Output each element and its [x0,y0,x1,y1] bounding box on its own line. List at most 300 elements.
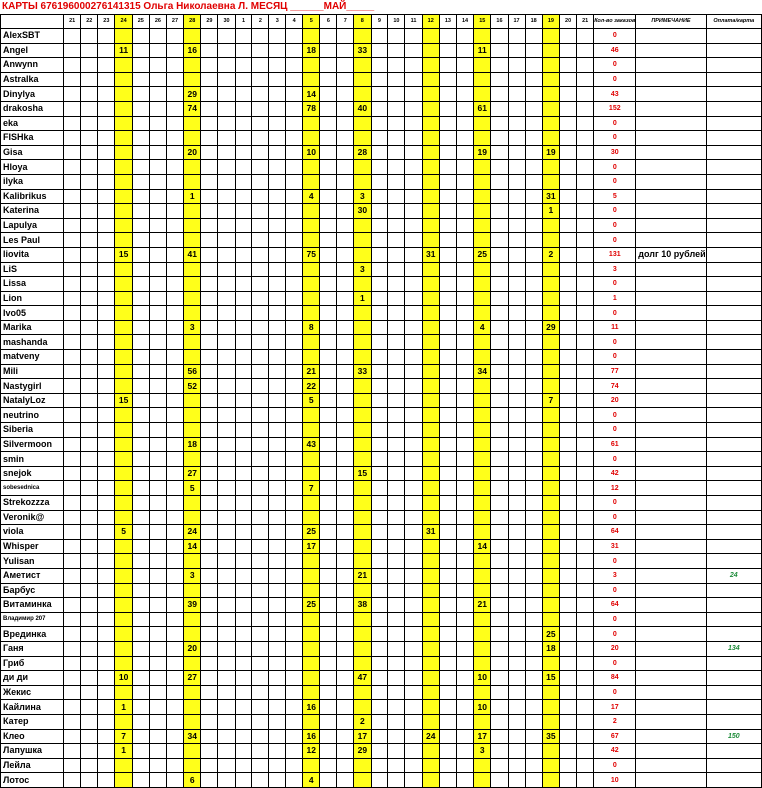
day-cell[interactable] [508,306,525,321]
day-cell[interactable] [252,496,269,511]
day-cell[interactable] [542,510,559,525]
day-cell[interactable]: 3 [184,568,201,583]
day-cell[interactable] [354,306,371,321]
day-cell[interactable] [439,277,456,292]
day-cell[interactable] [388,262,405,277]
payment-cell[interactable] [706,233,761,248]
day-cell[interactable] [166,758,183,773]
day-cell[interactable] [439,72,456,87]
day-cell[interactable] [422,116,439,131]
day-cell[interactable] [303,612,320,627]
day-cell[interactable] [149,58,166,73]
day-cell[interactable] [371,43,388,58]
day-cell[interactable] [286,744,303,759]
day-cell[interactable] [474,58,491,73]
day-cell[interactable] [98,277,115,292]
day-cell[interactable] [525,262,542,277]
day-cell[interactable] [269,729,286,744]
note-cell[interactable] [636,160,706,175]
day-cell[interactable] [320,379,337,394]
day-cell[interactable] [508,364,525,379]
day-cell[interactable] [525,218,542,233]
payment-cell[interactable] [706,612,761,627]
day-cell[interactable] [269,29,286,44]
day-cell[interactable] [508,583,525,598]
day-cell[interactable] [337,87,354,102]
day-cell[interactable] [184,612,201,627]
payment-cell[interactable] [706,452,761,467]
day-cell[interactable] [491,481,508,496]
day-cell[interactable] [132,160,149,175]
payment-cell[interactable] [706,481,761,496]
day-cell[interactable] [439,29,456,44]
day-cell[interactable] [235,510,252,525]
day-cell[interactable]: 17 [303,539,320,554]
day-cell[interactable] [491,218,508,233]
day-cell[interactable] [201,583,218,598]
day-cell[interactable] [303,423,320,438]
payment-cell[interactable] [706,320,761,335]
day-cell[interactable] [218,481,235,496]
day-cell[interactable] [422,423,439,438]
day-cell[interactable] [201,466,218,481]
day-cell[interactable] [405,145,422,160]
day-cell[interactable]: 17 [354,729,371,744]
day-cell[interactable] [269,291,286,306]
day-cell[interactable] [184,627,201,642]
day-cell[interactable] [320,583,337,598]
day-cell[interactable]: 30 [354,204,371,219]
day-cell[interactable]: 18 [303,43,320,58]
day-cell[interactable] [201,247,218,262]
day-cell[interactable] [422,364,439,379]
day-cell[interactable] [405,393,422,408]
day-cell[interactable] [508,452,525,467]
day-cell[interactable] [218,262,235,277]
day-cell[interactable] [560,379,577,394]
payment-cell[interactable] [706,204,761,219]
day-cell[interactable] [269,583,286,598]
day-cell[interactable] [269,262,286,277]
day-cell[interactable] [542,758,559,773]
day-cell[interactable] [577,233,594,248]
day-cell[interactable] [337,627,354,642]
day-cell[interactable] [149,598,166,613]
payment-cell[interactable] [706,145,761,160]
day-cell[interactable]: 19 [542,145,559,160]
day-cell[interactable] [388,160,405,175]
day-cell[interactable] [235,744,252,759]
day-cell[interactable] [456,466,473,481]
day-cell[interactable] [201,29,218,44]
day-cell[interactable] [508,466,525,481]
day-cell[interactable] [218,423,235,438]
day-cell[interactable] [166,685,183,700]
day-cell[interactable]: 15 [542,671,559,686]
day-cell[interactable] [320,758,337,773]
day-cell[interactable] [525,568,542,583]
day-cell[interactable] [508,145,525,160]
day-cell[interactable] [525,554,542,569]
day-cell[interactable] [371,189,388,204]
day-cell[interactable] [149,656,166,671]
day-cell[interactable] [132,627,149,642]
day-cell[interactable] [286,43,303,58]
day-cell[interactable] [491,262,508,277]
day-cell[interactable] [286,233,303,248]
day-cell[interactable] [337,744,354,759]
day-cell[interactable] [235,29,252,44]
day-cell[interactable] [577,554,594,569]
day-cell[interactable] [166,233,183,248]
payment-cell[interactable] [706,174,761,189]
day-cell[interactable] [269,393,286,408]
day-cell[interactable] [98,116,115,131]
day-cell[interactable] [320,204,337,219]
customer-name[interactable]: Лейла [1,758,64,773]
day-cell[interactable] [508,262,525,277]
day-cell[interactable] [115,685,132,700]
day-cell[interactable] [98,408,115,423]
day-cell[interactable] [115,174,132,189]
day-cell[interactable] [269,320,286,335]
day-cell[interactable] [405,174,422,189]
day-cell[interactable] [115,29,132,44]
day-cell[interactable] [439,525,456,540]
day-cell[interactable] [286,525,303,540]
day-cell[interactable]: 16 [303,700,320,715]
day-cell[interactable] [269,233,286,248]
day-cell[interactable] [235,87,252,102]
day-cell[interactable] [286,262,303,277]
day-cell[interactable] [166,218,183,233]
day-cell[interactable] [320,364,337,379]
day-cell[interactable] [64,539,81,554]
day-cell[interactable] [474,568,491,583]
day-cell[interactable] [456,189,473,204]
day-cell[interactable] [422,685,439,700]
day-cell[interactable] [354,393,371,408]
day-cell[interactable] [303,218,320,233]
day-cell[interactable] [405,291,422,306]
day-cell[interactable] [456,568,473,583]
day-cell[interactable] [81,641,98,656]
day-cell[interactable] [201,729,218,744]
day-cell[interactable] [269,87,286,102]
day-cell[interactable] [560,408,577,423]
day-cell[interactable] [81,277,98,292]
day-cell[interactable] [422,101,439,116]
payment-cell[interactable] [706,496,761,511]
day-cell[interactable] [252,554,269,569]
day-cell[interactable] [371,306,388,321]
day-cell[interactable] [560,262,577,277]
day-cell[interactable] [235,43,252,58]
day-cell[interactable] [218,466,235,481]
day-cell[interactable] [388,291,405,306]
day-cell[interactable] [388,277,405,292]
day-cell[interactable] [269,364,286,379]
day-cell[interactable] [439,174,456,189]
day-cell[interactable] [218,58,235,73]
day-cell[interactable] [235,612,252,627]
day-cell[interactable] [422,744,439,759]
day-cell[interactable] [235,554,252,569]
day-cell[interactable] [132,437,149,452]
day-cell[interactable] [474,554,491,569]
day-cell[interactable] [166,408,183,423]
day-cell[interactable] [149,408,166,423]
day-cell[interactable] [303,116,320,131]
day-cell[interactable] [439,598,456,613]
day-cell[interactable] [252,758,269,773]
day-cell[interactable] [405,320,422,335]
day-cell[interactable] [388,641,405,656]
day-cell[interactable] [320,773,337,788]
day-cell[interactable] [525,306,542,321]
payment-cell[interactable] [706,758,761,773]
day-cell[interactable] [303,554,320,569]
day-cell[interactable] [184,714,201,729]
day-cell[interactable] [286,29,303,44]
day-cell[interactable] [166,160,183,175]
day-cell[interactable] [525,320,542,335]
payment-cell[interactable] [706,29,761,44]
day-cell[interactable] [388,773,405,788]
day-cell[interactable] [235,671,252,686]
day-cell[interactable] [354,612,371,627]
note-cell[interactable] [636,131,706,146]
day-cell[interactable]: 16 [184,43,201,58]
day-cell[interactable] [371,160,388,175]
payment-cell[interactable] [706,554,761,569]
day-cell[interactable] [439,218,456,233]
day-cell[interactable] [337,306,354,321]
day-cell[interactable] [201,145,218,160]
day-cell[interactable] [491,233,508,248]
day-cell[interactable] [354,452,371,467]
day-cell[interactable] [577,700,594,715]
note-cell[interactable] [636,320,706,335]
day-cell[interactable] [337,131,354,146]
day-cell[interactable] [405,510,422,525]
day-cell[interactable] [269,247,286,262]
day-cell[interactable] [64,160,81,175]
day-cell[interactable] [491,671,508,686]
day-cell[interactable] [577,627,594,642]
day-cell[interactable] [577,335,594,350]
day-cell[interactable] [286,568,303,583]
day-cell[interactable] [439,773,456,788]
day-cell[interactable] [252,671,269,686]
day-cell[interactable] [371,700,388,715]
day-cell[interactable] [166,350,183,365]
day-cell[interactable] [560,189,577,204]
day-cell[interactable] [388,218,405,233]
day-cell[interactable] [371,174,388,189]
day-cell[interactable] [64,466,81,481]
day-cell[interactable] [354,437,371,452]
day-cell[interactable] [388,758,405,773]
day-cell[interactable] [560,58,577,73]
day-cell[interactable] [81,714,98,729]
day-cell[interactable] [98,539,115,554]
day-cell[interactable] [388,656,405,671]
day-cell[interactable] [81,729,98,744]
customer-name[interactable]: ilyka [1,174,64,189]
day-cell[interactable] [149,568,166,583]
day-cell[interactable] [132,189,149,204]
day-cell[interactable] [371,583,388,598]
day-cell[interactable] [474,481,491,496]
day-cell[interactable] [320,744,337,759]
day-cell[interactable] [371,598,388,613]
day-cell[interactable] [235,291,252,306]
note-cell[interactable] [636,335,706,350]
day-cell[interactable] [388,43,405,58]
day-cell[interactable] [577,320,594,335]
day-cell[interactable] [371,612,388,627]
day-cell[interactable] [149,744,166,759]
day-cell[interactable]: 52 [184,379,201,394]
day-cell[interactable] [218,583,235,598]
day-cell[interactable] [542,379,559,394]
payment-cell[interactable] [706,131,761,146]
day-cell[interactable] [508,29,525,44]
day-cell[interactable] [405,714,422,729]
day-cell[interactable] [166,729,183,744]
day-cell[interactable] [525,174,542,189]
day-cell[interactable]: 78 [303,101,320,116]
day-cell[interactable] [115,160,132,175]
day-cell[interactable] [132,335,149,350]
customer-name[interactable]: Жекис [1,685,64,700]
day-cell[interactable]: 1 [115,744,132,759]
day-cell[interactable] [456,612,473,627]
day-cell[interactable] [371,335,388,350]
day-cell[interactable] [81,131,98,146]
day-cell[interactable] [201,641,218,656]
day-cell[interactable] [166,568,183,583]
day-cell[interactable] [422,627,439,642]
day-cell[interactable] [491,568,508,583]
day-cell[interactable] [491,744,508,759]
day-cell[interactable] [201,87,218,102]
day-cell[interactable] [235,568,252,583]
day-cell[interactable] [269,496,286,511]
day-cell[interactable] [371,437,388,452]
day-cell[interactable] [149,218,166,233]
day-cell[interactable] [405,379,422,394]
day-cell[interactable] [201,174,218,189]
day-cell[interactable] [405,700,422,715]
note-cell[interactable] [636,393,706,408]
day-cell[interactable] [252,204,269,219]
day-cell[interactable] [371,379,388,394]
day-cell[interactable]: 1 [184,189,201,204]
day-cell[interactable]: 35 [542,729,559,744]
payment-cell[interactable] [706,160,761,175]
day-cell[interactable] [184,656,201,671]
day-cell[interactable] [132,291,149,306]
day-cell[interactable]: 17 [474,729,491,744]
day-cell[interactable] [320,437,337,452]
day-cell[interactable] [98,510,115,525]
day-cell[interactable] [166,364,183,379]
day-cell[interactable] [388,466,405,481]
day-cell[interactable] [354,408,371,423]
customer-name[interactable]: Veronik@ [1,510,64,525]
day-cell[interactable] [269,612,286,627]
day-cell[interactable] [560,641,577,656]
day-cell[interactable] [252,335,269,350]
day-cell[interactable] [388,408,405,423]
day-cell[interactable] [456,656,473,671]
day-cell[interactable] [184,408,201,423]
day-cell[interactable] [474,685,491,700]
day-cell[interactable] [439,379,456,394]
day-cell[interactable] [81,481,98,496]
day-cell[interactable] [371,568,388,583]
day-cell[interactable] [235,700,252,715]
day-cell[interactable] [269,174,286,189]
day-cell[interactable] [371,641,388,656]
day-cell[interactable] [337,641,354,656]
day-cell[interactable] [405,262,422,277]
day-cell[interactable] [132,612,149,627]
day-cell[interactable] [542,685,559,700]
day-cell[interactable] [235,116,252,131]
day-cell[interactable] [286,58,303,73]
day-cell[interactable] [405,598,422,613]
day-cell[interactable] [149,306,166,321]
day-cell[interactable] [252,101,269,116]
day-cell[interactable] [405,437,422,452]
day-cell[interactable] [577,568,594,583]
day-cell[interactable] [184,700,201,715]
day-cell[interactable] [560,393,577,408]
day-cell[interactable] [303,627,320,642]
day-cell[interactable] [525,744,542,759]
day-cell[interactable]: 8 [303,320,320,335]
day-cell[interactable]: 11 [115,43,132,58]
day-cell[interactable] [456,277,473,292]
day-cell[interactable] [371,233,388,248]
day-cell[interactable] [422,612,439,627]
day-cell[interactable] [405,452,422,467]
day-cell[interactable] [132,350,149,365]
day-cell[interactable] [184,116,201,131]
day-cell[interactable] [371,72,388,87]
day-cell[interactable] [81,72,98,87]
day-cell[interactable] [64,262,81,277]
day-cell[interactable] [371,466,388,481]
day-cell[interactable] [560,306,577,321]
day-cell[interactable] [491,335,508,350]
day-cell[interactable] [201,218,218,233]
day-cell[interactable] [354,423,371,438]
day-cell[interactable] [286,729,303,744]
day-cell[interactable] [235,174,252,189]
day-cell[interactable] [252,744,269,759]
day-cell[interactable] [303,583,320,598]
day-cell[interactable] [64,685,81,700]
day-cell[interactable] [560,510,577,525]
day-cell[interactable] [474,29,491,44]
note-cell[interactable] [636,554,706,569]
note-cell[interactable] [636,233,706,248]
day-cell[interactable] [456,627,473,642]
